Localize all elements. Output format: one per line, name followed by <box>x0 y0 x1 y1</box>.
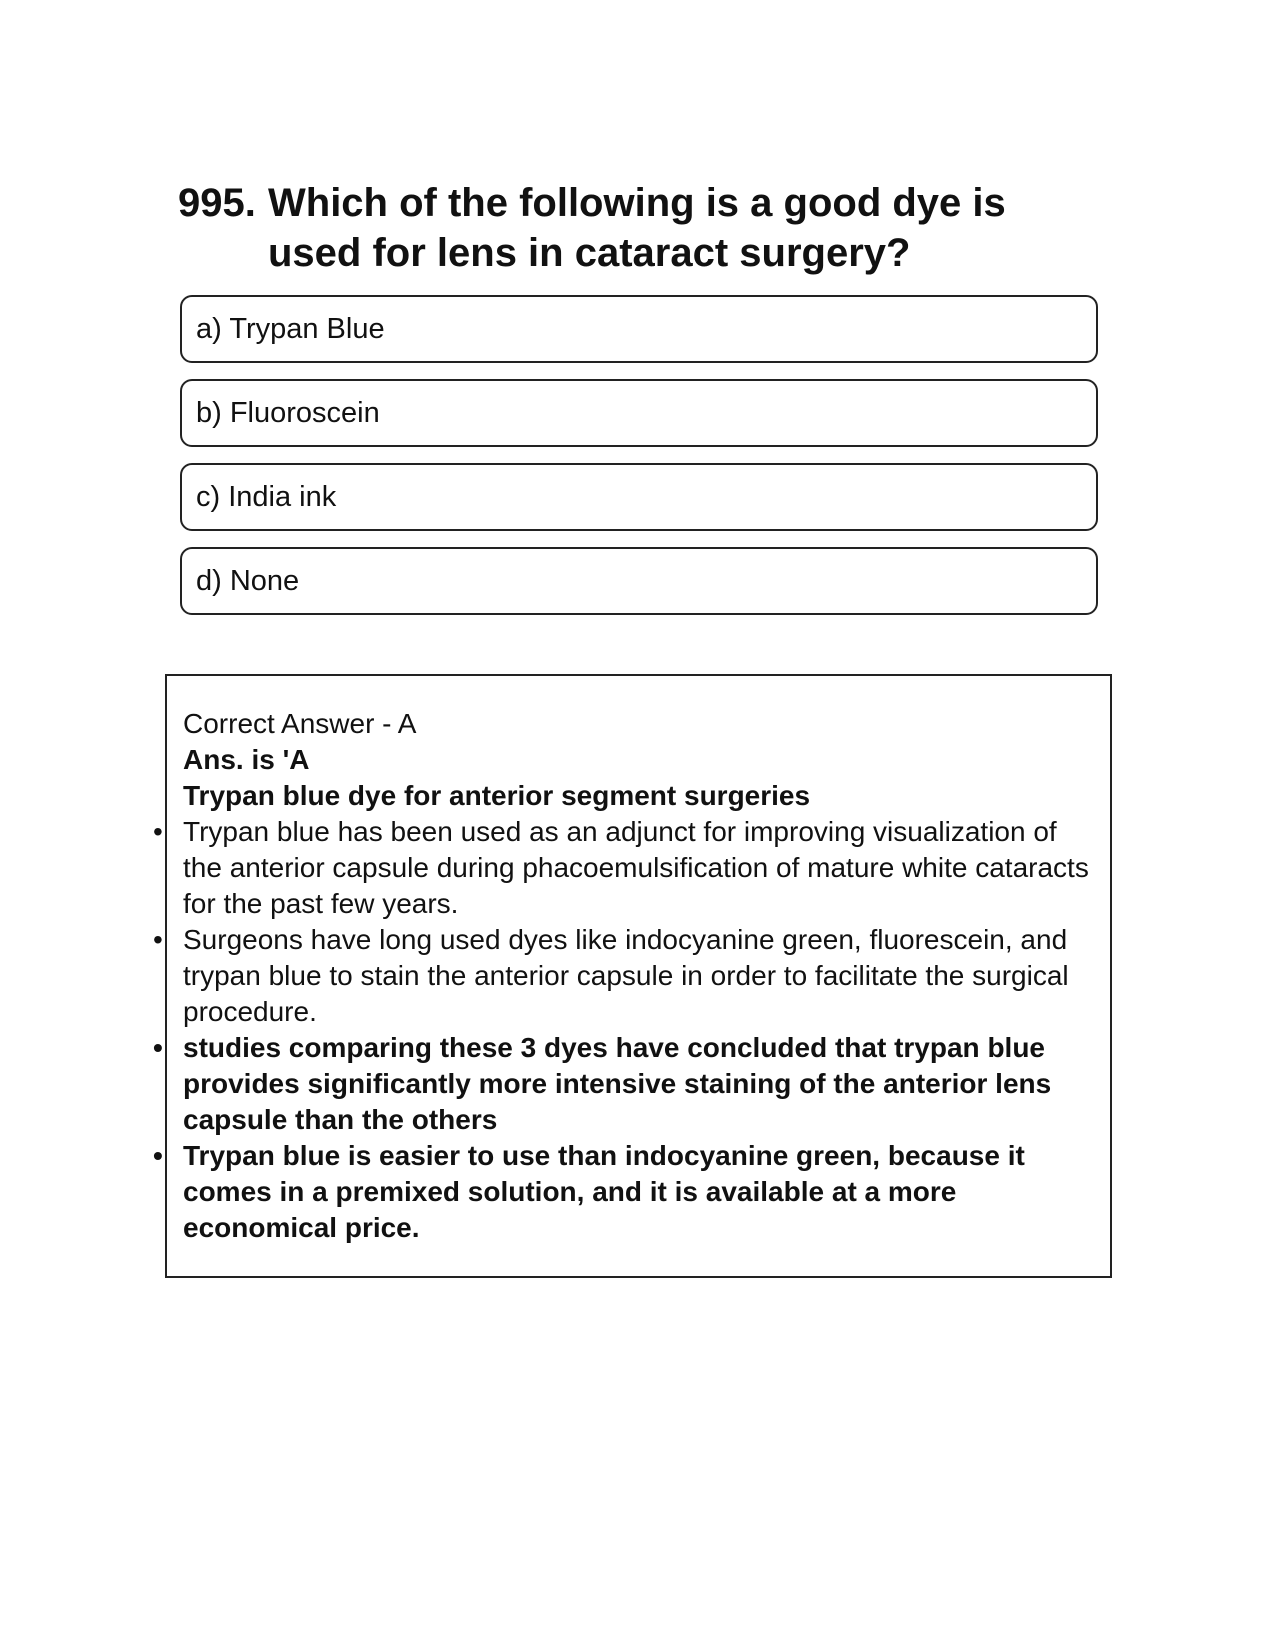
bullet-icon: • <box>153 924 163 955</box>
explanation-list <box>153 814 1090 1246</box>
explanation-point-text: studies comparing these 3 dyes have concluded that trypan blue provides significantly more intensive staining of the anterior lens capsule than the others <box>183 1032 1052 1135</box>
explanation-point-text: Trypan blue is easier to use than indocyanine green, because it comes in a premixed solution, and it is available at a more economical price. <box>183 1140 1025 1243</box>
correct-answer: Correct Answer - A <box>183 708 417 739</box>
option-c-label: c) India ink <box>196 480 337 513</box>
explanation-point-2 <box>153 922 1090 1030</box>
option-c[interactable] <box>180 463 1098 531</box>
option-a-label: a) Trypan Blue <box>196 312 385 345</box>
explanation-point-text: Trypan blue has been used as an adjunct for improving visualization of the anterior capsule during phacoemulsification of mature white cataracts for the past few years. <box>183 816 1089 919</box>
explanation-point-4 <box>153 1138 1090 1246</box>
question-text: Which of the following is a good dye is used for lens in cataract surgery? <box>268 181 1006 275</box>
option-b[interactable] <box>180 379 1098 447</box>
options-list <box>180 295 1098 631</box>
question-heading <box>178 178 1078 278</box>
bullet-icon: • <box>153 816 163 847</box>
bullet-icon: • <box>153 1032 163 1063</box>
question-number: 995. <box>178 181 256 225</box>
option-d[interactable] <box>180 547 1098 615</box>
explanation-point-text: Surgeons have long used dyes like indocyanine green, fluorescein, and trypan blue to stain the anterior capsule in order to facilitate the surgical procedure. <box>183 924 1069 1027</box>
option-b-label: b) Fluoroscein <box>196 396 380 429</box>
explanation-heading: Trypan blue dye for anterior segment surgeries <box>183 780 811 811</box>
option-a[interactable] <box>180 295 1098 363</box>
option-d-label: d) None <box>196 564 300 597</box>
bullet-icon: • <box>153 1140 163 1171</box>
explanation-point-3 <box>153 1030 1090 1138</box>
answer-is: Ans. is 'A <box>183 744 310 775</box>
explanation-point-1 <box>153 814 1090 922</box>
answer-explanation-box <box>153 674 1112 1278</box>
